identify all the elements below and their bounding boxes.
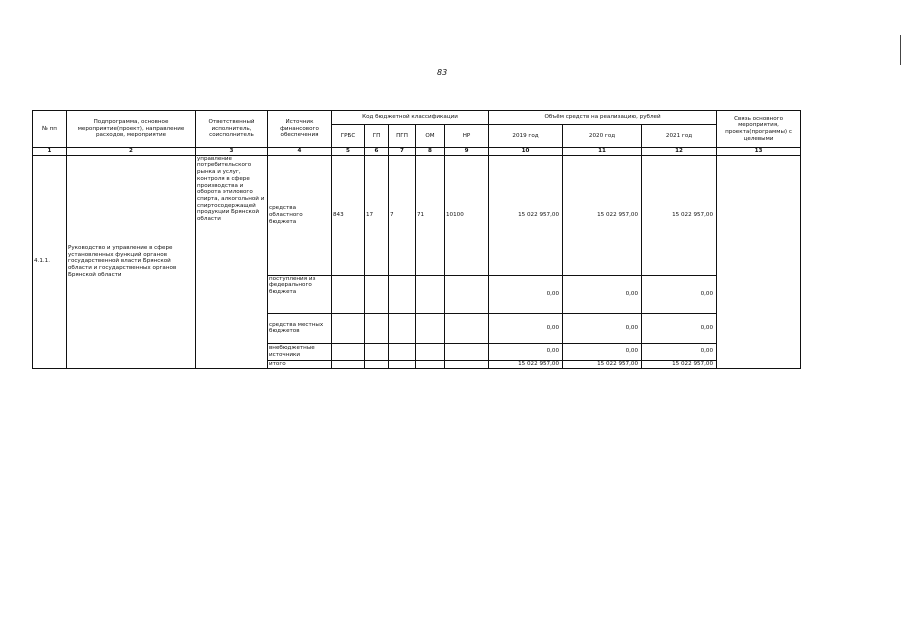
nr-cell	[445, 343, 489, 360]
header-2021: 2021 год	[642, 125, 717, 148]
col-number: 12	[642, 148, 717, 156]
pgp-cell: 7	[389, 155, 416, 275]
header-grbs: ГРБС	[332, 125, 365, 148]
col-number: 9	[445, 148, 489, 156]
col-number: 10	[489, 148, 563, 156]
amount-2020: 0,00	[563, 313, 642, 343]
col-number: 2	[67, 148, 196, 156]
scan-edge-line	[900, 35, 901, 65]
header-volume: Объём средств на реализацию, рублей	[489, 111, 717, 125]
header-om: ОМ	[416, 125, 445, 148]
source-cell: средства местных бюджетов	[268, 313, 332, 343]
col-number: 4	[268, 148, 332, 156]
header-pgp: ПГП	[389, 125, 416, 148]
header-2020: 2020 год	[563, 125, 642, 148]
amount-2021: 15 022 957,00	[642, 155, 717, 275]
gp-cell	[365, 360, 389, 368]
amount-2019: 0,00	[489, 313, 563, 343]
gp-cell	[365, 313, 389, 343]
budget-table	[32, 110, 801, 369]
amount-2020: 15 022 957,00	[563, 155, 642, 275]
row-subprogram: Руководство и управление в сфере установленных функций органов государственной власти Брянской области и государственных органов Брянской области	[67, 155, 196, 368]
om-cell	[416, 360, 445, 368]
table-row	[33, 155, 801, 275]
col-number: 7	[389, 148, 416, 156]
column-number-row	[33, 148, 801, 156]
link-cell	[717, 155, 801, 368]
col-number: 6	[365, 148, 389, 156]
row-responsible: управление потребительского рынка и услуг, контроля в сфере производства и оборота этилового спирта, алкогольной и спиртосодержащей продукции Брянской области	[196, 155, 268, 368]
nr-cell	[445, 275, 489, 313]
om-cell	[416, 313, 445, 343]
amount-2020: 0,00	[563, 343, 642, 360]
total-2021: 15 022 957,00	[642, 360, 717, 368]
grbs-cell	[332, 343, 365, 360]
col-number: 8	[416, 148, 445, 156]
header-nr: НР	[445, 125, 489, 148]
pgp-cell	[389, 343, 416, 360]
gp-cell: 17	[365, 155, 389, 275]
col-number: 11	[563, 148, 642, 156]
total-2019: 15 022 957,00	[489, 360, 563, 368]
pgp-cell	[389, 360, 416, 368]
source-cell: средства областного бюджета	[268, 155, 332, 275]
gp-cell	[365, 275, 389, 313]
header-2019: 2019 год	[489, 125, 563, 148]
grbs-cell	[332, 275, 365, 313]
col-number: 3	[196, 148, 268, 156]
pgp-cell	[389, 313, 416, 343]
header-subprogram: Подпрограмма, основное мероприятие(проект), направление расходов, мероприятие	[67, 111, 196, 148]
om-cell	[416, 343, 445, 360]
header-link: Связь основного мероприятия, проекта(программы) с целевыми	[717, 111, 801, 148]
header-responsible: Ответственный исполнитель, соисполнитель	[196, 111, 268, 148]
amount-2021: 0,00	[642, 343, 717, 360]
source-cell: внебюджетные источники	[268, 343, 332, 360]
col-number: 13	[717, 148, 801, 156]
header-budget-code: Код бюджетной классификации	[332, 111, 489, 125]
page-number: 83	[437, 68, 448, 77]
nr-cell	[445, 360, 489, 368]
total-2020: 15 022 957,00	[563, 360, 642, 368]
pgp-cell	[389, 275, 416, 313]
amount-2019: 0,00	[489, 275, 563, 313]
gp-cell	[365, 343, 389, 360]
amount-2021: 0,00	[642, 313, 717, 343]
grbs-cell: 843	[332, 155, 365, 275]
row-num: 4.1.1.	[33, 155, 67, 368]
nr-cell: 10100	[445, 155, 489, 275]
header-source: Источник финансового обеспечения	[268, 111, 332, 148]
col-number: 5	[332, 148, 365, 156]
om-cell: 71	[416, 155, 445, 275]
source-cell: поступления из федерального бюджета	[268, 275, 332, 313]
source-cell: итого	[268, 360, 332, 368]
header-num: № пп	[33, 111, 67, 148]
amount-2019: 0,00	[489, 343, 563, 360]
om-cell	[416, 275, 445, 313]
amount-2019: 15 022 957,00	[489, 155, 563, 275]
grbs-cell	[332, 313, 365, 343]
nr-cell	[445, 313, 489, 343]
header-gp: ГП	[365, 125, 389, 148]
amount-2021: 0,00	[642, 275, 717, 313]
amount-2020: 0,00	[563, 275, 642, 313]
grbs-cell	[332, 360, 365, 368]
col-number: 1	[33, 148, 67, 156]
